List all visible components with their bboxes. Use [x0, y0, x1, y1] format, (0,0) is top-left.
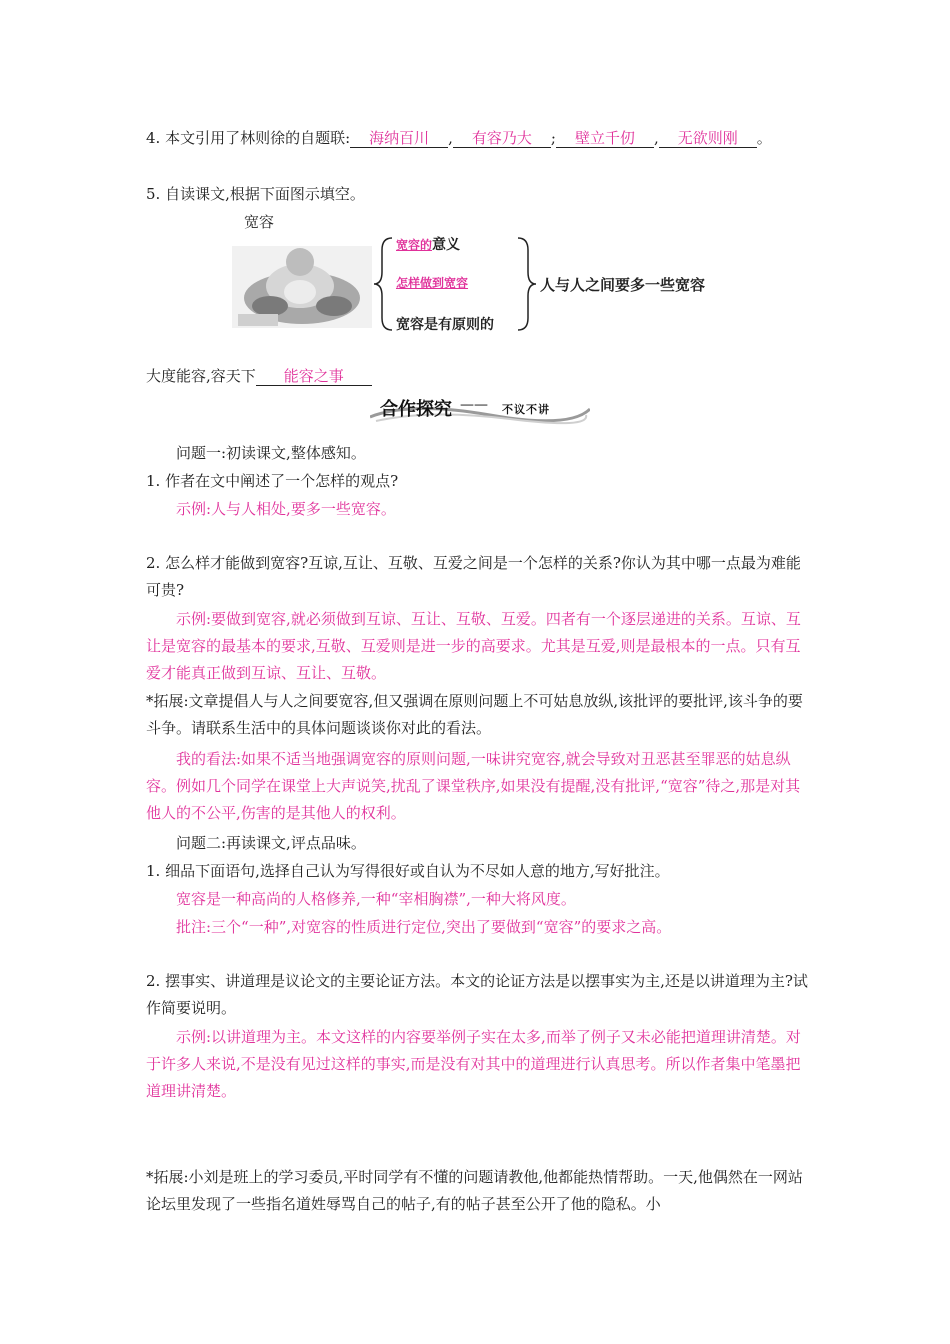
problem1-q1: 1. 作者在文中阐述了一个怎样的观点?: [146, 472, 399, 490]
problem1-a1: 示例:人与人相处,要多一些宽容。: [176, 500, 396, 518]
branch-2: [396, 274, 468, 291]
problem2-a2: 示例:以讲道理为主。本文这样的内容要举例子实在太多,而举了例子又未必能把道理讲清楚。对于许多人来说,不是没有见过这样的事实,而是没有对其中的道理进行认真思考。所以作者集中笔墨把道理讲清楚。: [146, 1028, 801, 1100]
q4-end: 。: [756, 129, 772, 147]
problem2-quote: 宽容是一种高尚的人格修养,一种“宰相胸襟”,一种大将风度。: [176, 890, 576, 908]
problem1-title: 问题一:初读课文,整体感知。: [176, 444, 366, 462]
q5-bottom-blank: 能容之事: [256, 367, 372, 386]
q4-blank-2: 有容乃大: [453, 129, 551, 148]
problem1-extension: *拓展:文章提倡人与人之间要宽容,但又强调在原则问题上不可姑息放纵,该批评的要批评,该斗争的要斗争。请联系生活中的具体问题谈谈你对此的看法。: [146, 692, 803, 737]
extension-2: *拓展:小刘是班上的学习委员,平时同学有不懂的问题请教他,他都能热情帮助。一天,他偶然在一网站论坛里发现了一些指名道姓辱骂自己的帖子,有的帖子甚至公开了他的隐私。小: [146, 1168, 803, 1213]
q4-sep-1: ,: [448, 129, 453, 147]
banner-main: 合作探究: [380, 399, 452, 420]
q4-sep-2: ;: [550, 129, 556, 147]
q4-blank-3: 壁立千仞: [556, 129, 654, 148]
q5-bottom-prefix: 大度能容,容天下: [146, 367, 256, 385]
branch-3: 宽容是有原则的: [396, 317, 494, 333]
problem2-note: 批注:三个“一种”,对宽容的性质进行定位,突出了要做到“宽容”的要求之高。: [176, 918, 672, 936]
q4-prefix: 4. 本文引用了林则徐的自题联:: [146, 129, 351, 147]
branch-1-answer: 宽容的: [396, 238, 433, 252]
q5-prompt: 5. 自读课文,根据下面图示填空。: [146, 185, 365, 203]
banner-dash: ——: [460, 397, 488, 413]
branch-1: [396, 234, 460, 254]
problem2-q2: 2. 摆事实、讲道理是议论文的主要论证方法。本文的论证方法是以摆事实为主,还是以讲道理为主?试作简要说明。: [146, 972, 808, 1017]
problem1-a2: 示例:要做到宽容,就必须做到互谅、互让、互敬、互爱。四者有一个逐层递进的关系。互谅、互让是宽容的最基本的要求,互敬、互爱则是进一步的高要求。尤其是互爱,则是最根本的一点。只有互爱才能真正做到互谅、互让、互敬。: [146, 610, 801, 682]
q5-bottom-line: [146, 366, 372, 386]
q4-blank-4: 无欲则刚: [659, 129, 757, 148]
branch-1-rest: 意义: [432, 237, 461, 253]
problem1-q2: 2. 怎么样才能做到宽容?互谅,互让、互敬、互爱之间是一个怎样的关系?你认为其中哪一点最为难能可贵?: [146, 554, 801, 599]
q4-blank-1: 海纳百川: [350, 129, 448, 148]
branch-2-answer: 怎样做到宽容: [396, 276, 469, 290]
q5-diagram: [230, 228, 730, 348]
section-banner: [370, 393, 590, 425]
q4-line: [146, 128, 772, 148]
banner-sub: 不议不讲: [502, 403, 550, 416]
q4-sep-3: ,: [653, 129, 659, 147]
diagram-conclusion: 人与人之间要多一些宽容: [540, 276, 706, 294]
buddha-illustration: [232, 246, 372, 328]
problem2-title: 问题二:再读课文,评点品味。: [176, 834, 366, 852]
problem2-q1: 1. 细品下面语句,选择自己认为写得很好或自认为不尽如人意的地方,写好批注。: [146, 862, 670, 880]
problem1-extension-answer: 我的看法:如果不适当地强调宽容的原则问题,一味讲究宽容,就会导致对丑恶甚至罪恶的姑息纵容。例如几个同学在课堂上大声说笑,扰乱了课堂秩序,如果没有提醒,没有批评,“宽容”待之,那是对其他人的不公平,伤害的是其他人的权利。: [146, 750, 801, 822]
q5-diagram-title: 宽容: [244, 213, 275, 231]
